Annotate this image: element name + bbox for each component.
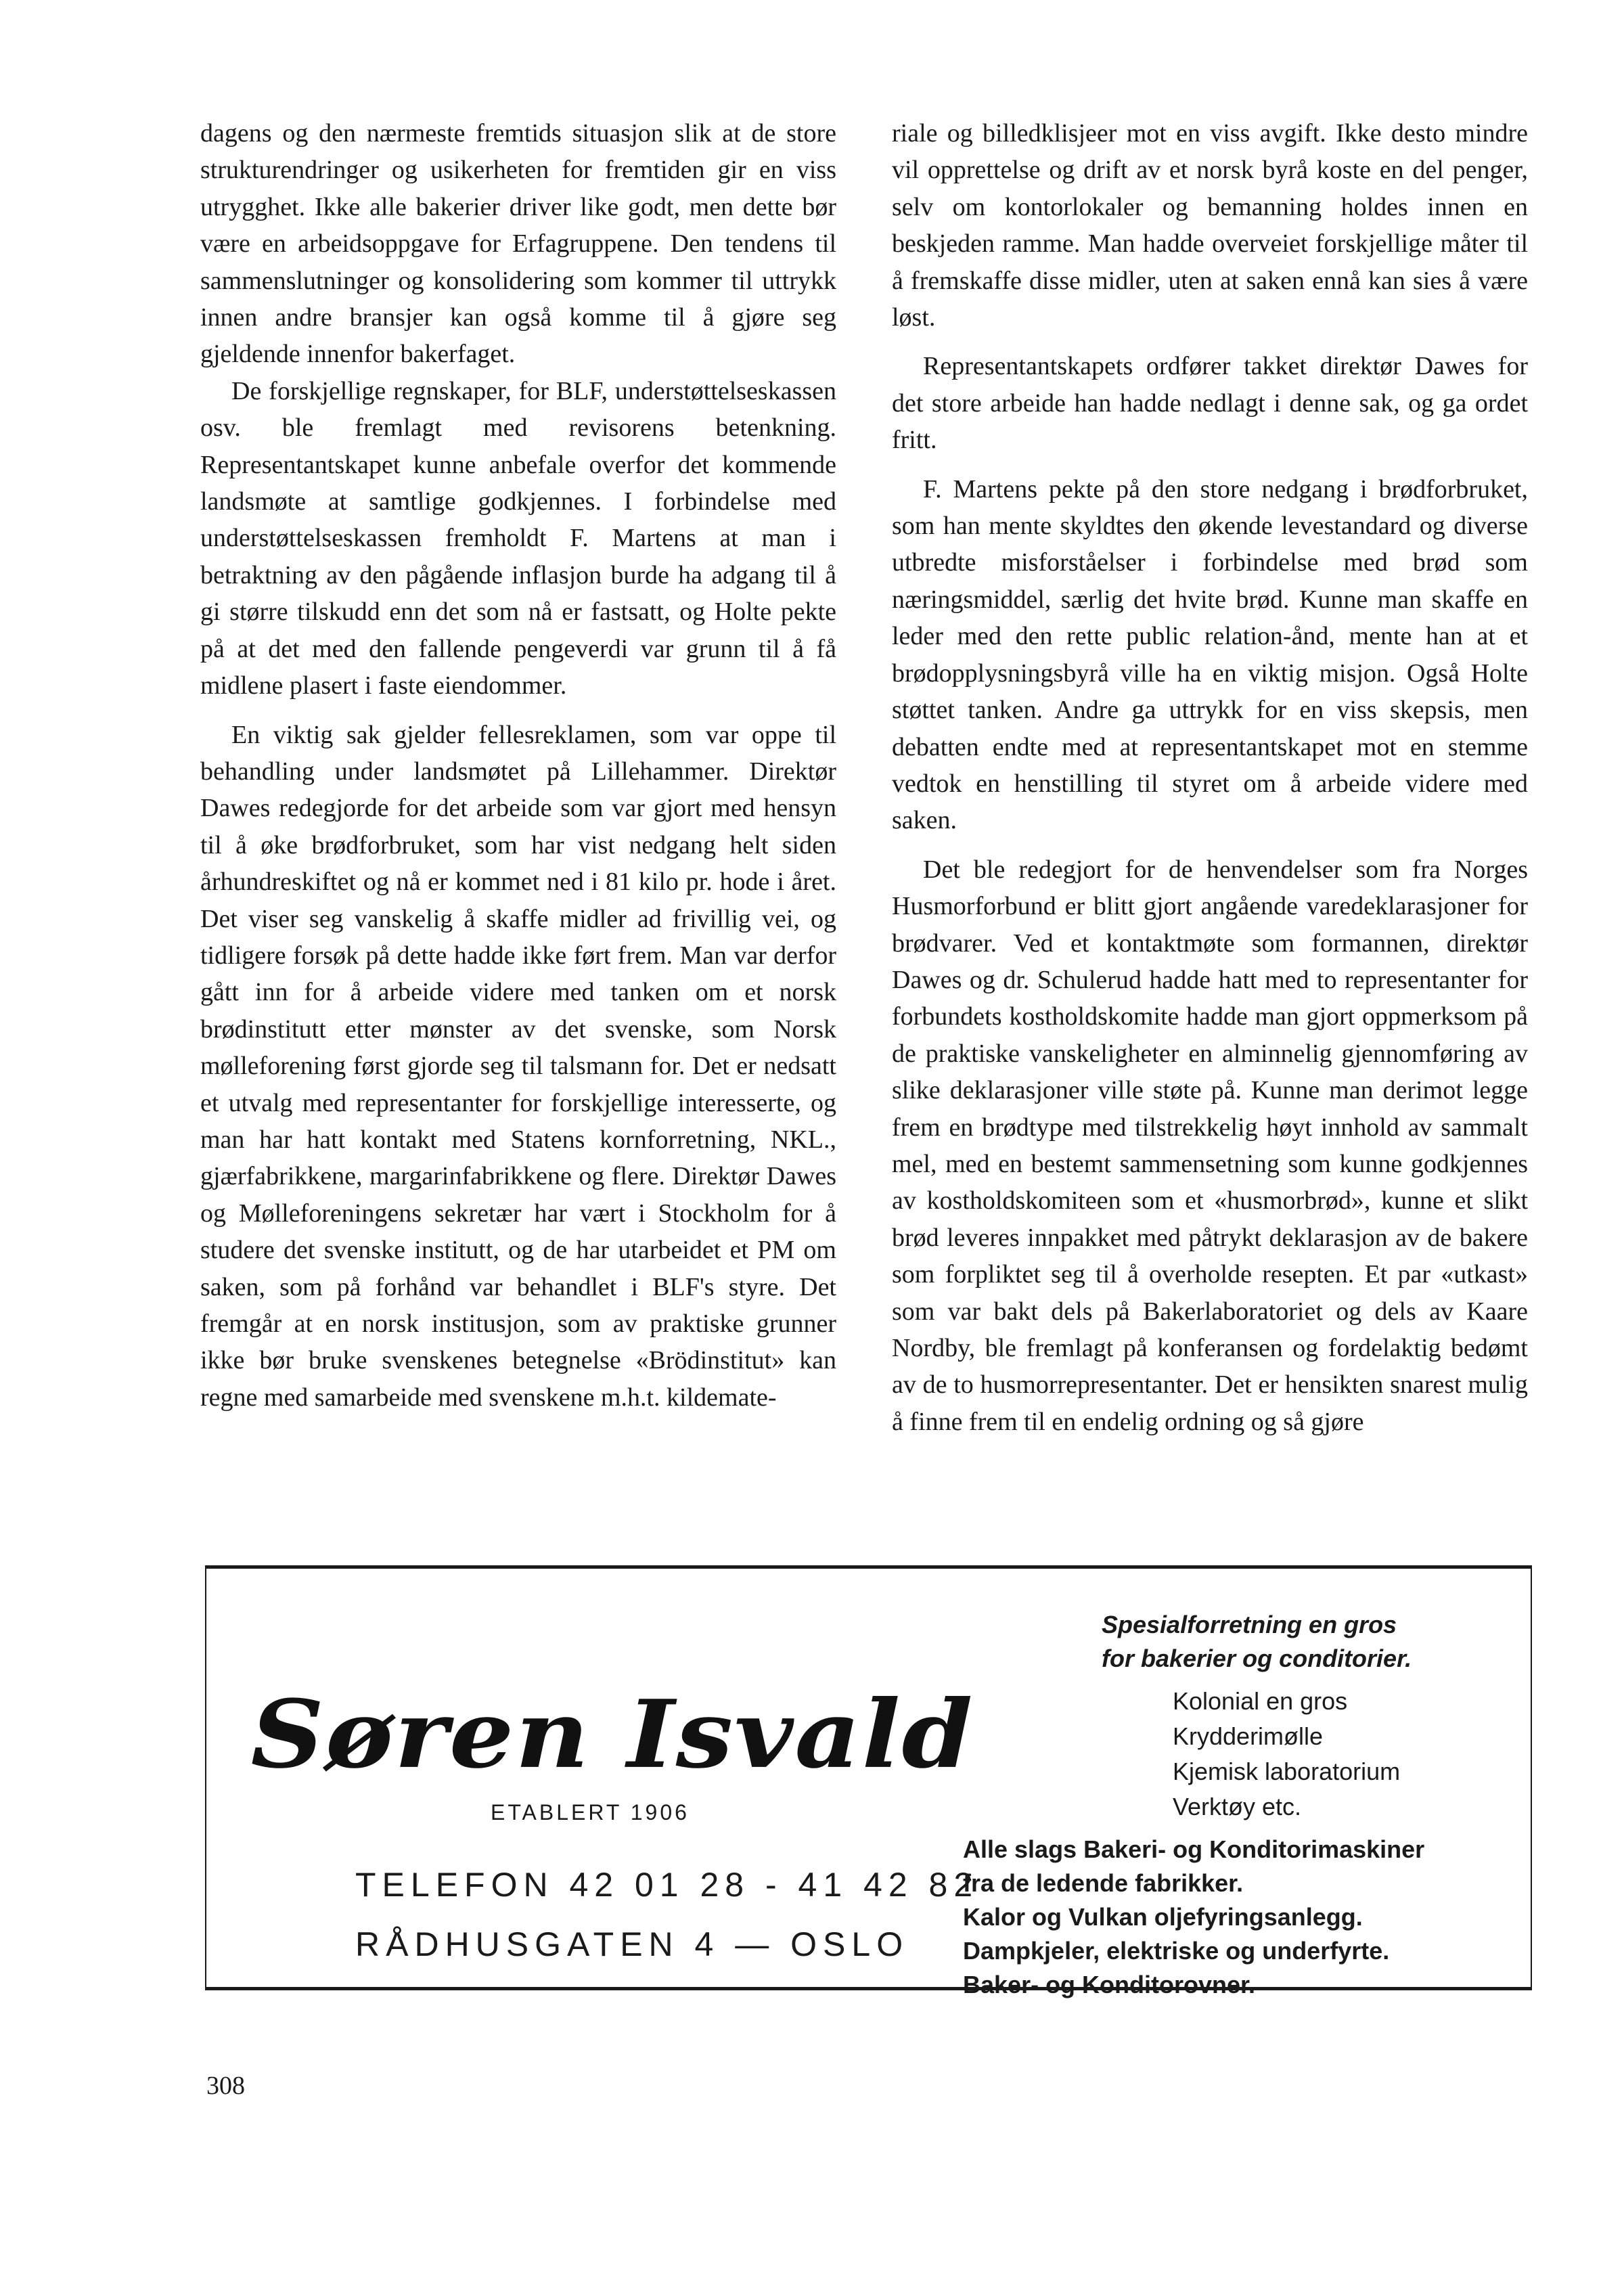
paragraph: Det ble redegjort for de henvendelser som fra Norges Husmorforbund er blitt gjort angående varedeklarasjoner for brødvarer. Ved et kontaktmøte som formannen, direktør Dawes og dr. Schulerud hadde hatt med to representanter for forbundets kostholdskomite hadde man gjort oppmerksom på de praktiske vanskeligheter en alminnelig gjennomføring av slike deklarasjoner ville støte på. Kunne man derimot legge frem en brødtype med tilstrekkelig høyt innhold av sammalt mel, med en bestemt sammensetning som kunne godkjennes av kostholdskomiteen som et «husmorbrød», kunne et slikt brød leveres innpakket med påtrykt deklarasjon av de bakere som forpliktet seg til å overholde resepten. Et par «utkast» som var bakt dels på Bakerlaboratoriet og dels av Kaare Nordby, ble fremlagt på konferansen og fordelaktig bedømt av de to husmorrepresentanter. Det er hensikten snarest mulig å finne frem til en endelig ordning og så gjøre: [892, 855, 1528, 1436]
paragraph: riale og billedklisjeer mot en viss avgift. Ikke desto mindre vil opprettelse og drift av et norsk byrå koste en del penger, selv om kontorlokaler og bemanning holdes innen en beskjeden ramme. Man hadde overveiet forskjellige måter til å fremskaffe disse midler, uten at saken ennå kan sies å være løst.: [892, 119, 1528, 332]
left-text-column: [200, 115, 836, 1416]
established-year: ETABLERT 1906: [491, 1800, 690, 1825]
list-item: Baker- og Konditorovner.: [963, 1971, 1256, 1998]
paragraph: Representantskapets ordfører takket direktør Dawes for det store arbeide han hadde nedlagt i denne sak, og ga ordet fritt.: [892, 352, 1528, 455]
machine-list: [963, 1833, 1424, 2002]
paragraph: F. Martens pekte på den store nedgang i brødforbruket, som han mente skyldtes den økende levestandard og diverse utbredte misforståelser i forbindelse med brød som næringsmiddel, særlig det hvite brød. Kunne man skaffe en leder med den rette public relation-ånd, mente han at et brødopplysningsbyrå ville ha en viktig misjon. Også Holte støttet tanken. Andre ga uttrykk for en viss skepsis, men debatten endte med at representantskapet mot en stemme vedtok en henstilling til styret om å arbeide videre med saken.: [892, 474, 1528, 835]
list-item: Alle slags Bakeri- og Konditorimaskiner: [963, 1835, 1425, 1863]
phone-numbers: TELEFON 42 01 28 - 41 42 82: [355, 1866, 979, 1904]
paragraph: En viktig sak gjelder fellesreklamen, som var oppe til behandling under landsmøtet på Lillehammer. Direktør Dawes redegjorde for det arbeide som var gjort med hensyn til å øke brødforbruket, som har vist nedgang helt siden århundreskiftet og nå er kommet ned i 81 kilo pr. hode i året. Det viser seg vanskelig å skaffe midler ad frivillig vei, og tidligere forsøk på dette hadde ikke ført frem. Man var derfor gått inn for å arbeide videre med tanken om et norsk brødinstitutt etter mønster av det svenske, som Norsk mølleforening først gjorde seg til talsmann for. Det er nedsatt et utvalg med representanter for forskjellige interesserte, og man har hatt kontakt med Statens kornforretning, NKL., gjærfabrikkene, margarinfabrikkene og flere. Direktør Dawes og Mølleforeningens sekretær har vært i Stockholm for å studere det svenske institutt, og de har utarbeidet et PM om saken, som på forhånd var behandlet i BLF's styre. Det fremgår at en norsk institusjon, som av praktiske grunner ikke bør bruke svenskenes betegnelse «Brödinstitut» kan regne med samarbeide med svenskene m.h.t. kildemate-: [200, 720, 836, 1412]
specialty-line: for bakerier og conditorier.: [1102, 1645, 1412, 1672]
page-number: 308: [206, 2072, 245, 2100]
list-item: Kjemisk laboratorium: [1173, 1758, 1401, 1785]
list-item: Krydderimølle: [1173, 1722, 1324, 1750]
list-item: Kalor og Vulkan oljefyringsanlegg.: [963, 1903, 1363, 1931]
right-text-column: [892, 115, 1528, 1440]
street-address: RÅDHUSGATEN 4 — OSLO: [355, 1925, 909, 1963]
paragraph: De forskjellige regnskaper, for BLF, understøttelseskassen osv. ble fremlagt med revisorens betenkning. Representantskapet kunne anbefale overfor det kommende landsmøte at samtlige godkjennes. I forbindelse med understøttelseskassen fremholdt F. Martens at man i betraktning av den pågående inflasjon burde ha adgang til å gi større tilskudd enn det som nå er fastsatt, og Holte pekte på at det med den fallende pengeverdi var grunn til å få midlene plasert i faste eiendommer.: [200, 376, 836, 700]
specialty-heading: [1102, 1608, 1412, 1676]
list-item: Kolonial en gros: [1173, 1687, 1348, 1715]
product-list: [1173, 1684, 1400, 1825]
specialty-line: Spesialforretning en gros: [1102, 1611, 1397, 1638]
company-logo: Søren Isvald: [250, 1680, 974, 1789]
advertisement-box: [205, 1565, 1532, 1998]
paragraph: dagens og den nærmeste fremtids situasjon slik at de store strukturendringer og usikerheten for fremtiden gir en viss utrygghet. Ikke alle bakerier driver like godt, men dette bør være en arbeidsoppgave for Erfagruppene. Den tendens til sammenslutninger og konsolidering som kommer til uttrykk innen andre bransjer kan også komme til å gjøre seg gjeldende innenfor bakerfaget.: [200, 119, 836, 369]
list-item: Dampkjeler, elektriske og underfyrte.: [963, 1937, 1390, 1965]
list-item: Verktøy etc.: [1173, 1793, 1302, 1820]
list-item: fra de ledende fabrikker.: [963, 1869, 1244, 1897]
